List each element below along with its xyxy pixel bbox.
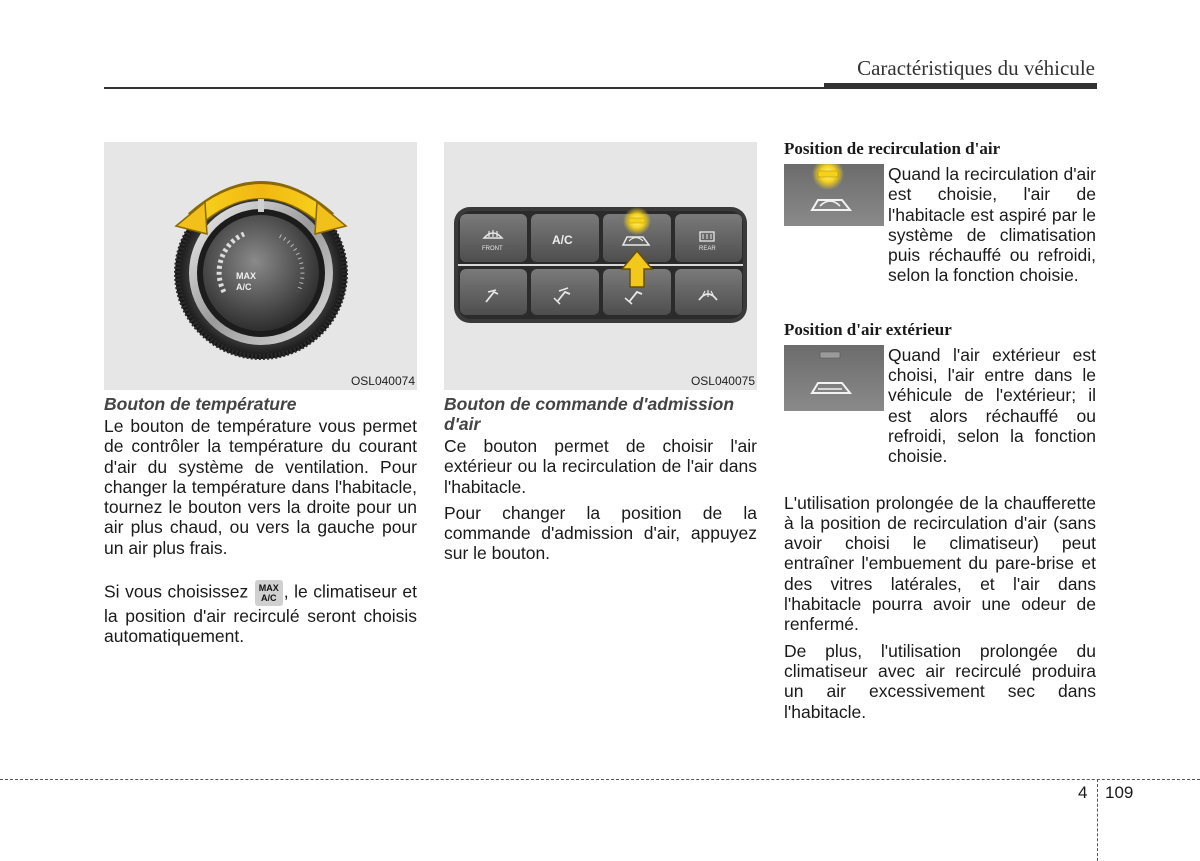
page-number: 109 (1105, 783, 1134, 802)
recirculation-text: Quand la recirculation d'air est choisie, l'air de l'habitacle est aspiré par le système de climatisation puis réchauffé ou refroidi, selon la fonction choisie. (888, 164, 1096, 286)
knob-label-ac: A/C (236, 282, 252, 292)
air-intake-panel-figure (444, 142, 757, 390)
caption-air-intake: Bouton de commande d'admission d'air (444, 394, 735, 434)
max-ac-text-after: , le climatiseur et la position d'air recirculé seront choisis automatiquement. (104, 581, 417, 647)
outside-air-text: Quand l'air extérieur est choisi, l'air entre dans le véhicule de l'extérieur; il est alors réchauffé ou refroidi, selon la fonction choisie. (888, 344, 1096, 467)
outside-air-button-illustration (784, 345, 884, 411)
max-ac-description (104, 580, 417, 647)
prolonged-ac-warning: De plus, l'utilisation prolongée du climatiseur avec air recirculé produira un air excessivement sec dans l'habitacle. (784, 640, 1096, 722)
max-ac-icon-line1: MAX (258, 583, 279, 594)
max-ac-button-icon (255, 580, 283, 606)
recirculation-heading: Position de recirculation d'air (784, 139, 1001, 158)
outside-air-heading: Position d'air extérieur (784, 319, 952, 339)
column-temperature (104, 142, 417, 647)
recirculation-row (784, 164, 1096, 286)
figure-code: OSL040075 (690, 374, 755, 388)
column-positions (784, 139, 1096, 722)
air-intake-instruction: Pour changer la position de la commande d'admission d'air, appuyez sur le bouton. (444, 502, 757, 564)
temperature-knob-figure (104, 142, 417, 390)
temperature-knob-illustration (104, 142, 417, 390)
max-ac-text-before: Si vous choisissez (104, 581, 254, 602)
page-header-title: Caractéristiques du véhicule (857, 56, 1095, 80)
temperature-description: Le bouton de température vous permet de contrôler la température du courant d'air du système de ventilation. Pour changer la température dans l'habitacle, tournez le bouton vers la droite pour un air plus chaud, ou vers la gauche pour un air plus frais. (104, 416, 417, 558)
recirculation-button-illustration (784, 164, 884, 226)
prolonged-heating-warning: L'utilisation prolongée de la chaufferette à la position de recirculation d'air (sans avoir choisi le climatiseur) peut entraîner l'embuement du pare-brise et des vitres latérales, et l'air dans l'habitacle pourra avoir une odeur de renfermé. (784, 492, 1096, 635)
caption-temperature: Bouton de température (104, 394, 297, 414)
header-rule-accent (824, 83, 1097, 89)
figure-code: OSL040074 (350, 374, 415, 388)
air-intake-description: Ce bouton permet de choisir l'air extérieur ou la recirculation de l'air dans l'habitacle. (444, 436, 757, 497)
outside-air-row (784, 345, 1096, 467)
column-air-intake (444, 142, 757, 564)
rear-label: REAR (699, 246, 716, 252)
max-ac-icon-line2: A/C (261, 593, 277, 604)
knob-label-max: MAX (236, 271, 256, 281)
recirculation-button-image (784, 164, 884, 226)
chapter-number: 4 (1078, 783, 1088, 802)
outside-air-button-image (784, 345, 884, 407)
control-panel-illustration (444, 142, 757, 390)
footer-vertical-rule (1097, 779, 1098, 861)
footer-rule (0, 779, 1200, 780)
front-label: FRONT (482, 246, 503, 252)
ac-label: A/C (552, 233, 573, 247)
